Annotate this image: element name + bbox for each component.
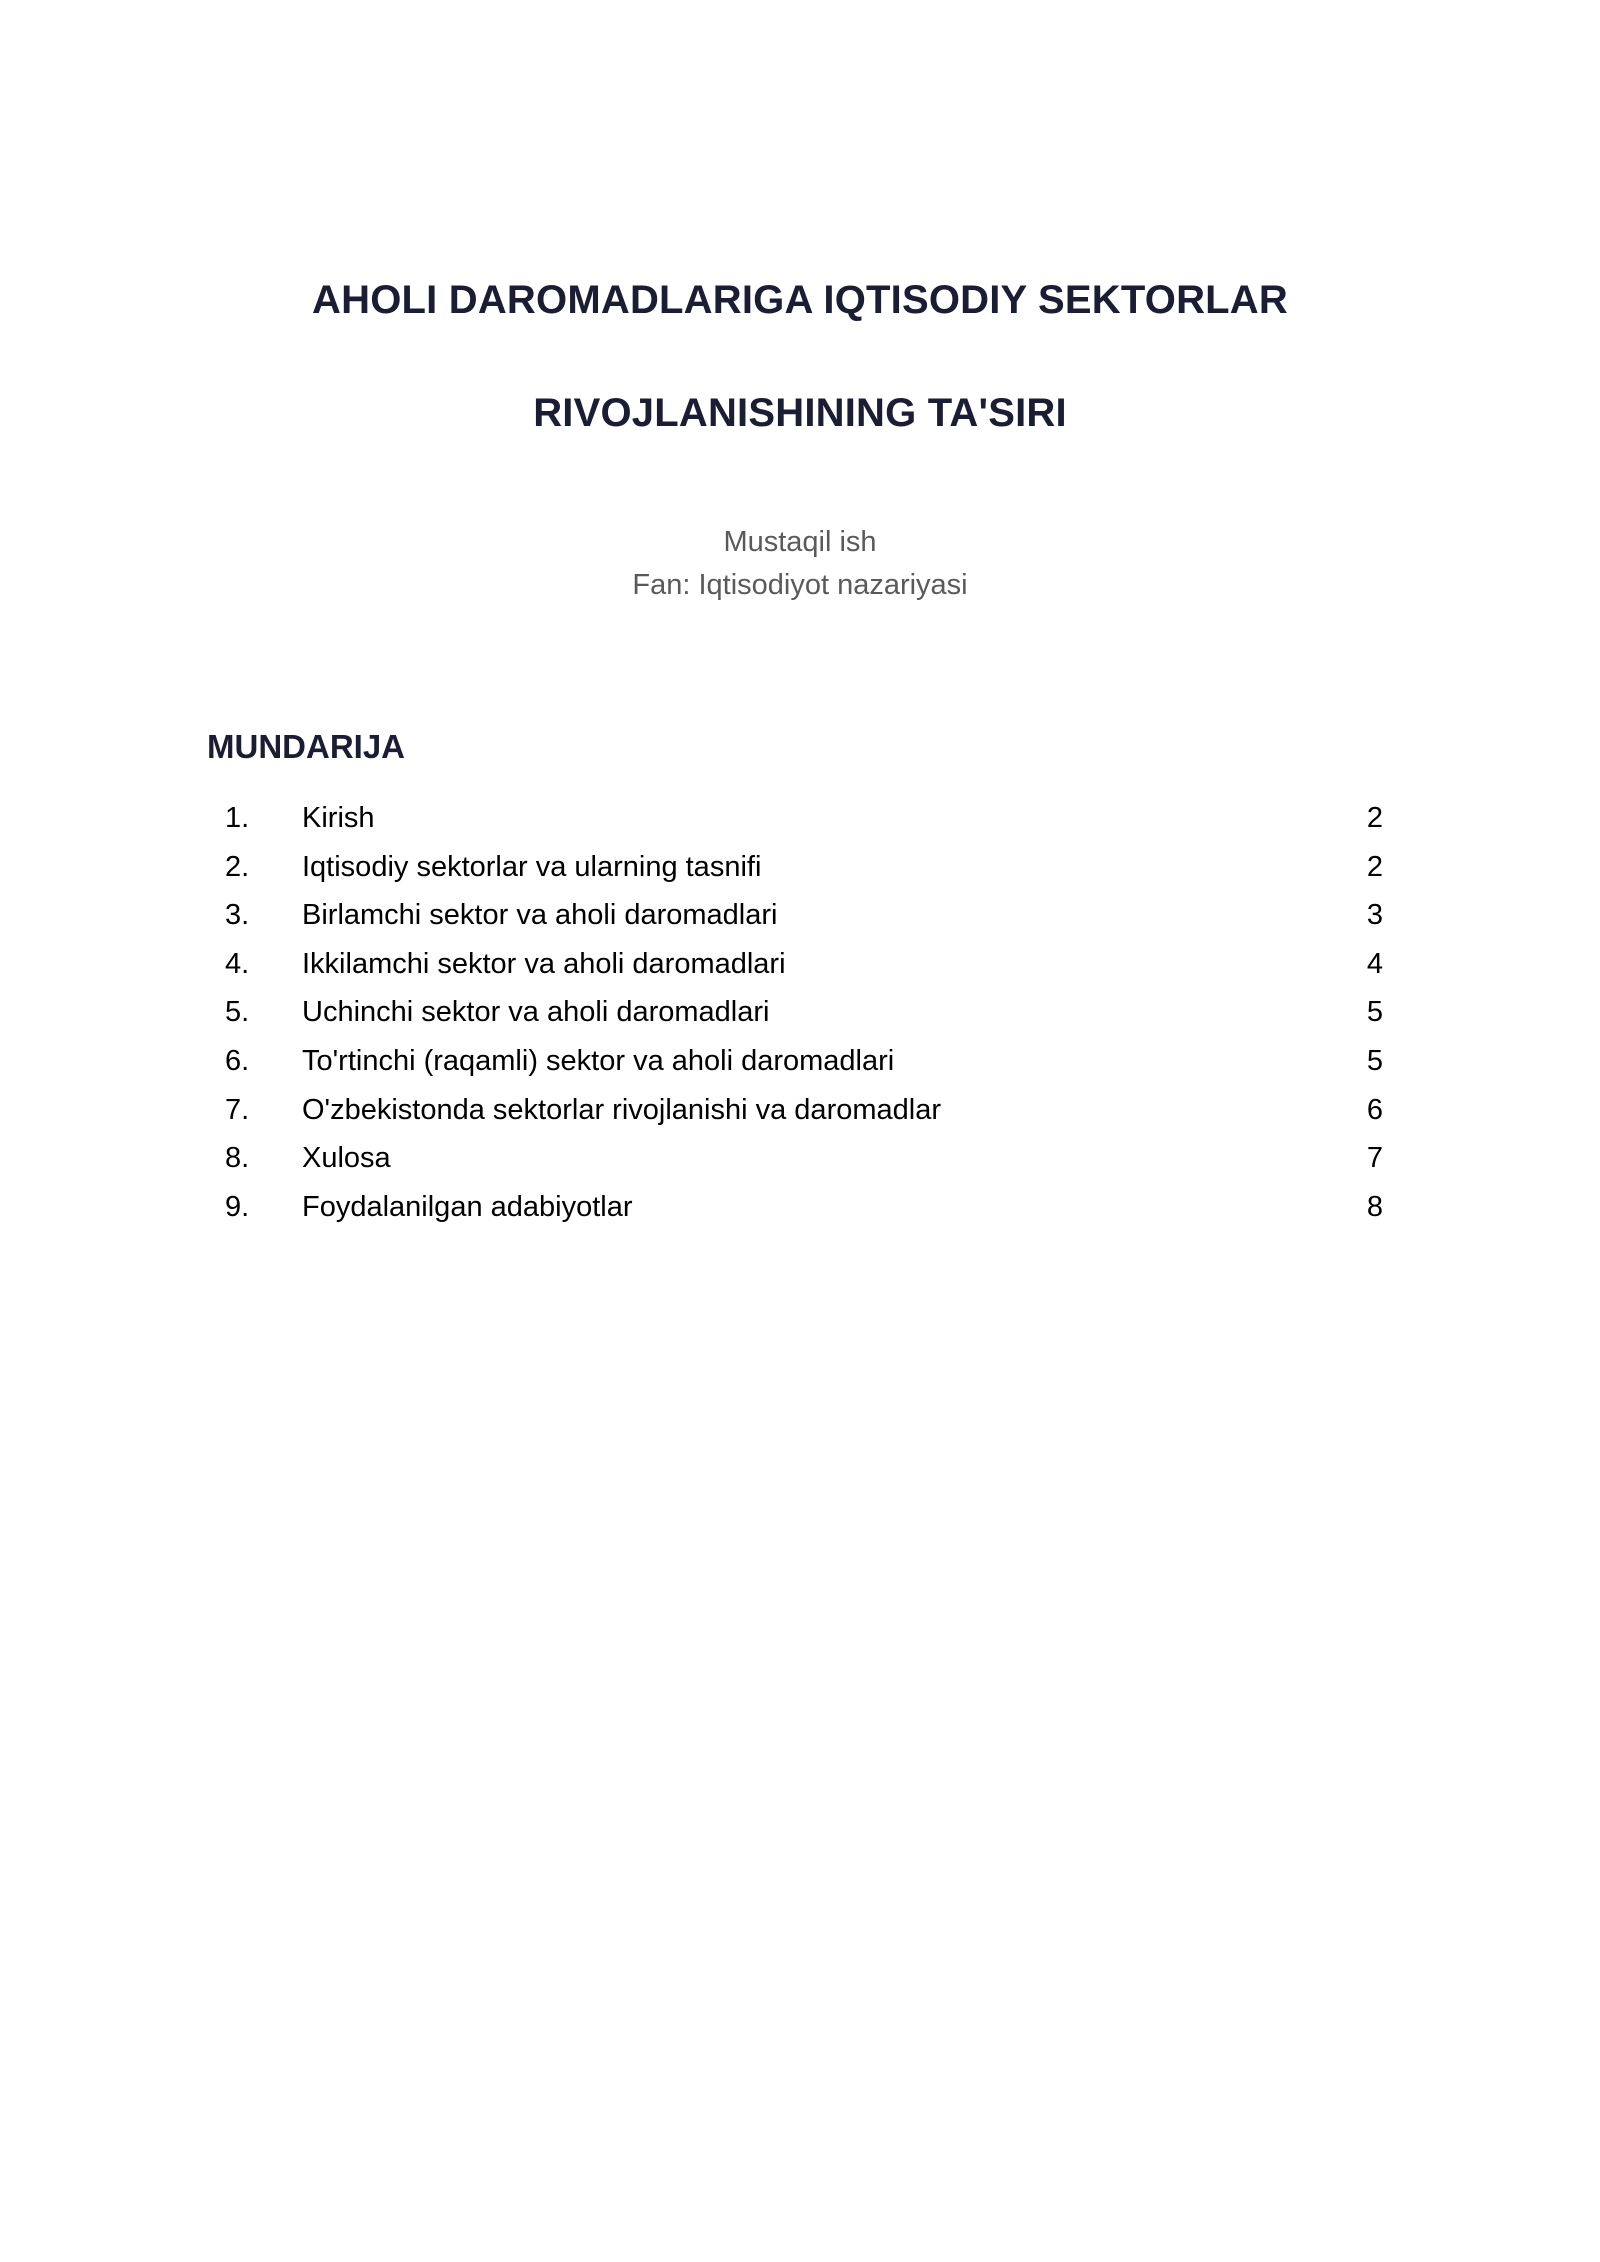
toc-item-title: O'zbekistonda sektorlar rivojlanishi va daromadlar <box>302 1093 941 1126</box>
toc-item-number: 8. <box>225 1142 250 1175</box>
toc-item-page: 6 <box>1366 1093 1383 1126</box>
toc-item-title: Uchinchi sektor va aholi daromadlari <box>302 996 770 1029</box>
toc-item <box>207 944 1383 993</box>
toc-item-title: Foydalanilgan adabiyotlar <box>302 1190 633 1223</box>
toc-list <box>207 798 1383 1235</box>
toc-heading: MUNDARIJA <box>207 728 405 765</box>
toc-item-number: 2. <box>225 850 250 883</box>
subject-line: Fan: Iqtisodiyot nazariyasi <box>632 569 968 601</box>
toc-item-page: 2 <box>1366 850 1383 883</box>
toc-item-title: Kirish <box>302 802 375 834</box>
toc-item <box>207 895 1383 944</box>
toc-item-title: Birlamchi sektor va aholi daromadlari <box>302 899 778 932</box>
toc-item <box>207 847 1383 896</box>
document-type: Mustaqil ish <box>723 526 877 558</box>
toc-item <box>207 1187 1383 1236</box>
toc-item <box>207 1138 1383 1187</box>
toc-item-title: Ikkilamchi sektor va aholi daromadlari <box>302 947 786 980</box>
toc-item-page: 2 <box>1366 802 1383 834</box>
toc-item <box>207 798 1383 847</box>
toc-item-page: 3 <box>1366 899 1383 932</box>
toc-item-title: Iqtisodiy sektorlar va ularning tasnifi <box>302 850 762 883</box>
toc-item-title: Xulosa <box>302 1142 391 1175</box>
toc-item-page: 4 <box>1366 947 1383 980</box>
toc-item-number: 7. <box>225 1093 250 1126</box>
toc-item-page: 5 <box>1366 996 1383 1029</box>
toc-item-page: 7 <box>1366 1142 1383 1175</box>
document-title-line-2: RIVOJLANISHINING TA'SIRI <box>533 391 1067 435</box>
document-title-line-1: AHOLI DAROMADLARIGA IQTISODIY SEKTORLAR <box>312 278 1288 322</box>
toc-item <box>207 992 1383 1041</box>
toc-item <box>207 1041 1383 1090</box>
toc-item-number: 6. <box>225 1044 250 1077</box>
toc-item-title: To'rtinchi (raqamli) sektor va aholi daromadlari <box>302 1044 895 1077</box>
toc-item <box>207 1090 1383 1139</box>
toc-item-number: 1. <box>225 802 250 834</box>
toc-item-page: 8 <box>1366 1190 1383 1223</box>
toc-item-number: 3. <box>225 899 250 932</box>
toc-item-number: 4. <box>225 947 250 980</box>
toc-item-number: 9. <box>225 1190 250 1223</box>
toc-item-page: 5 <box>1366 1044 1383 1077</box>
toc-item-number: 5. <box>225 996 250 1029</box>
